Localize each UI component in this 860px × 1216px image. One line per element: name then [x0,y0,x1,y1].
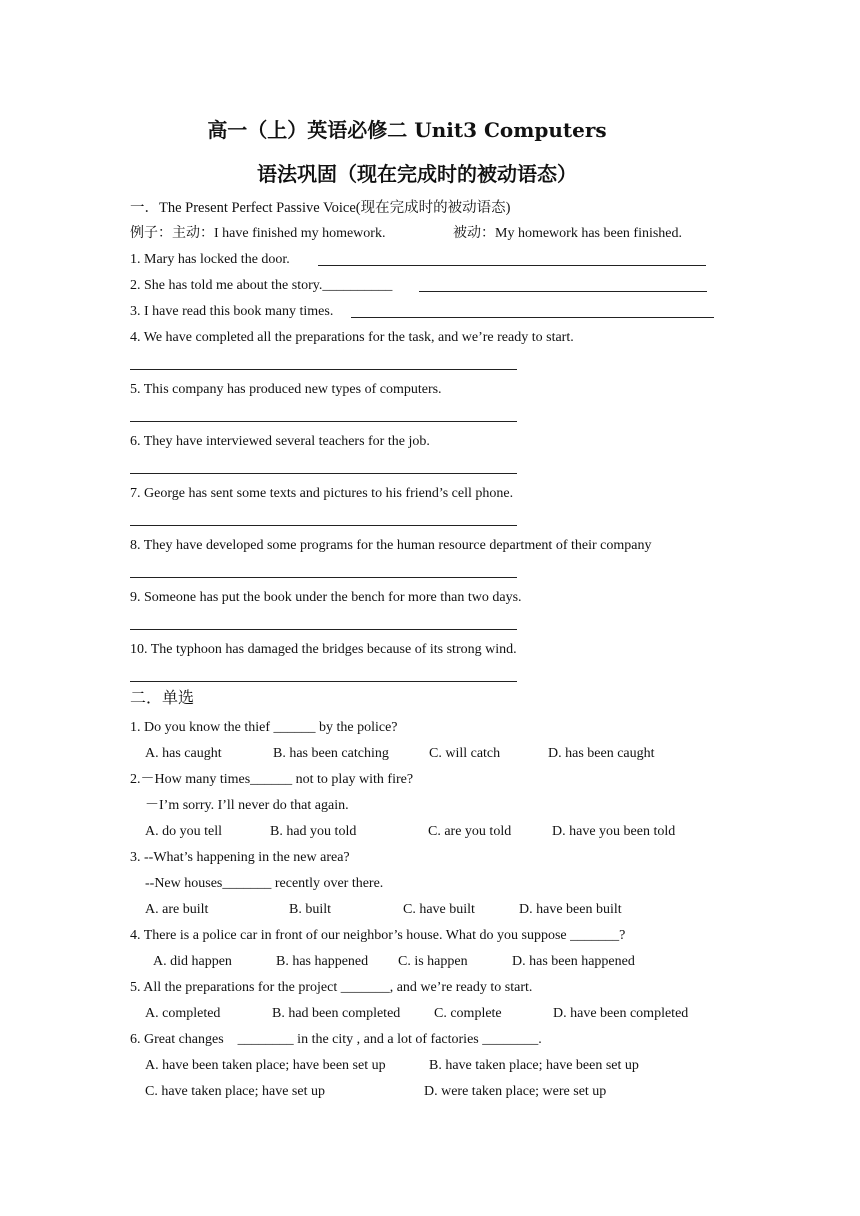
answer-line-5 [130,421,517,422]
item-9: 9. Someone has put the book under the bench for more than two days. [130,590,522,605]
q1-option-b: B. has been catching [273,746,389,761]
answer-line-4 [130,369,517,370]
example-passive: 被动：My homework has been finished. [453,226,683,241]
q1-option-c: C. will catch [429,746,501,761]
q3-stem-reply: --New houses_______ recently over there. [145,876,384,891]
doc-title: 高一（上）英语必修二 Unit3 Computers [207,118,607,142]
item-2: 2. She has told me about the story.__________ [130,278,393,293]
q4-stem: 4. There is a police car in front of our neighbor’s house. What do you suppose _______? [130,928,626,943]
q4-option-c: C. is happen [398,954,468,969]
q3-option-b: B. built [289,902,332,917]
q6-option-d: D. were taken place; were set up [424,1084,607,1099]
q4-option-d: D. has been happened [512,954,635,969]
q3-option-a: A. are built [145,902,209,917]
answer-line-3 [351,317,714,318]
q2-option-a: A. do you tell [145,824,222,839]
q3-stem: 3. --What’s happening in the new area? [130,850,350,865]
q5-option-b: B. had been completed [272,1006,401,1021]
item-4: 4. We have completed all the preparations for the task, and we’re ready to start. [130,330,574,345]
answer-line-7 [130,525,517,526]
item-10: 10. The typhoon has damaged the bridges because of its strong wind. [130,642,517,657]
q5-option-c: C. complete [434,1006,502,1021]
answer-line-1 [318,265,706,266]
q1-stem: 1. Do you know the thief ______ by the police? [130,720,398,735]
q6-option-c: C. have taken place; have set up [145,1084,325,1099]
example-active: 例子：主动：I have finished my homework. [130,226,386,241]
q1-option-a: A. has caught [145,746,222,761]
item-6: 6. They have interviewed several teachers for the job. [130,434,430,449]
q2-option-d: D. have you been told [552,824,676,839]
q1-option-d: D. has been caught [548,746,655,761]
q2-stem: 2.－How many times______ not to play with fire? [130,772,414,787]
q5-stem: 5. All the preparations for the project _______, and we’re ready to start. [130,980,533,995]
part1-heading: 一．The Present Perfect Passive Voice(现在完成时的被动语态) [130,200,511,216]
q2-option-c: C. are you told [428,824,512,839]
doc-subtitle: 语法巩固（现在完成时的被动语态） [257,162,577,186]
q2-stem-reply: －I’m sorry. I’ll never do that again. [145,798,349,813]
q3-option-c: C. have built [403,902,475,917]
q5-option-d: D. have been completed [553,1006,689,1021]
item-5: 5. This company has produced new types of computers. [130,382,442,397]
q3-option-d: D. have been built [519,902,622,917]
q2-option-b: B. had you told [270,824,357,839]
answer-line-8 [130,577,517,578]
item-8: 8. They have developed some programs for the human resource department of their company [130,538,652,553]
q4-option-b: B. has happened [276,954,369,969]
item-7: 7. George has sent some texts and pictures to his friend’s cell phone. [130,486,514,501]
part2-heading: 二．单选 [130,690,195,707]
item-3: 3. I have read this book many times. [130,304,334,319]
q6-stem: 6. Great changes ________ in the city , and a lot of factories ________. [130,1032,542,1047]
answer-line-10 [130,681,517,682]
q5-option-a: A. completed [145,1006,221,1021]
item-1: 1. Mary has locked the door. [130,252,290,267]
q6-option-a: A. have been taken place; have been set up [145,1058,386,1073]
q6-option-b: B. have taken place; have been set up [429,1058,639,1073]
answer-line-2 [419,291,707,292]
q4-option-a: A. did happen [153,954,232,969]
answer-line-6 [130,473,517,474]
answer-line-9 [130,629,517,630]
